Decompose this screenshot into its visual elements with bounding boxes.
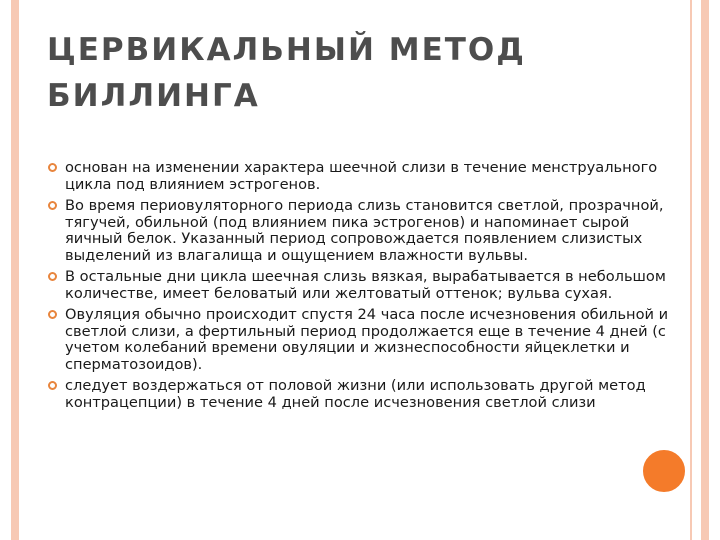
bullet-ring-icon — [48, 310, 57, 319]
bullet-text: Во время периовуляторного периода слизь становится светлой, прозрачной, тягучей, обильной (под влиянием пика эстрогенов) и напоминает сырой яичный белок. Указанный период сопровождается появлением слизистых выделений из влагалища и ощущением влажности вульвы. — [65, 197, 664, 264]
slide-title: ЦЕРВИКАЛЬНЫЙ МЕТОД БИЛЛИНГА — [47, 32, 526, 114]
list-item — [48, 198, 683, 264]
list-item — [48, 307, 683, 373]
bullet-ring-icon — [48, 163, 57, 172]
bullet-text: В остальные дни цикла шеечная слизь вязкая, вырабатывается в небольшом количестве, имеет беловатый или желтоватый оттенок; вульва сухая. — [65, 268, 666, 302]
bullet-text: Овуляция обычно происходит спустя 24 часа после исчезновения обильной и светлой слизи, а фертильный период продолжается еще в течение 4 дней (с учетом колебаний времени овуляции и жизнеспособности яйцеклетки и сперматозоидов). — [65, 306, 669, 373]
right-decorative-line — [690, 0, 692, 540]
bullet-text: основан на изменении характера шеечной слизи в течение менструального цикла под влиянием эстрогенов. — [65, 159, 658, 193]
bullet-ring-icon — [48, 381, 57, 390]
bullet-ring-icon — [48, 272, 57, 281]
bullet-text: следует воздержаться от половой жизни (или использовать другой метод контрацепции) в течение 4 дней после исчезновения светлой слизи — [65, 377, 646, 411]
list-item — [48, 269, 683, 302]
bullet-ring-icon — [48, 201, 57, 210]
decorative-orange-circle — [641, 448, 687, 494]
left-decorative-stripe — [11, 0, 19, 540]
list-item — [48, 160, 683, 193]
bullet-list — [48, 160, 683, 416]
list-item — [48, 378, 683, 411]
right-decorative-stripe — [701, 0, 709, 540]
